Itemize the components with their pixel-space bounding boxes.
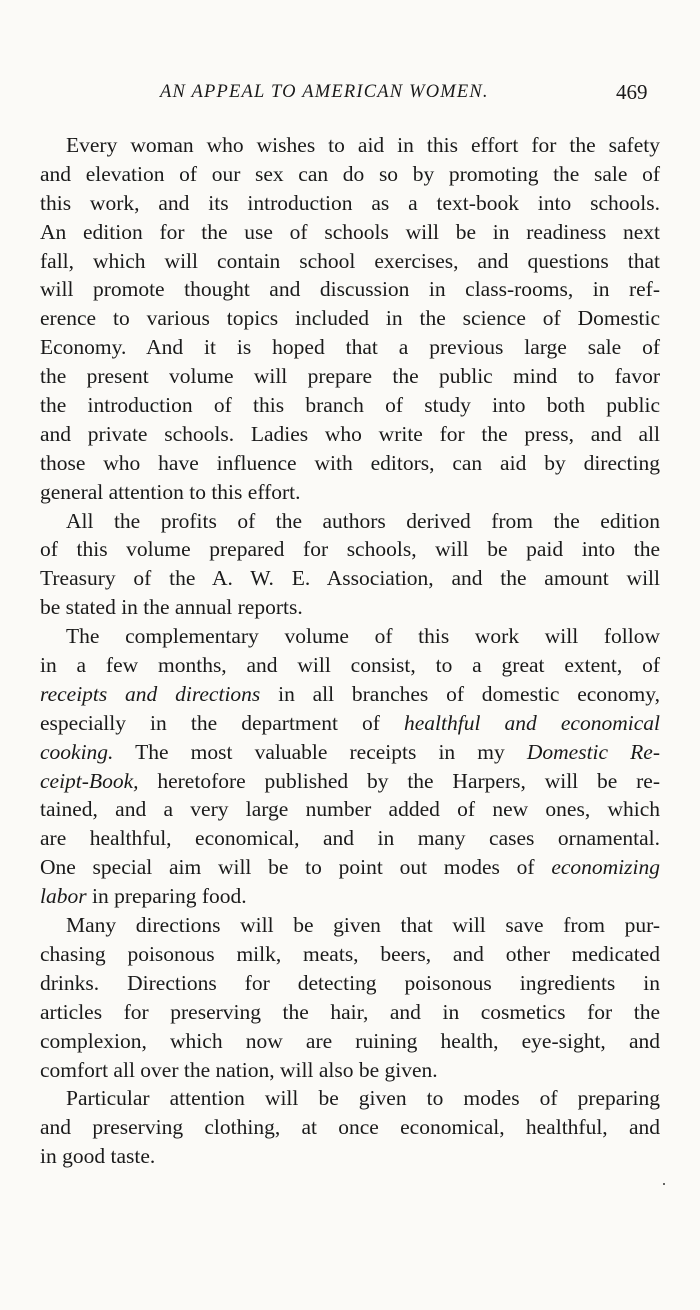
text-line [40,795,660,824]
text-line [40,998,660,1027]
text-line [40,1056,660,1085]
text-segment: Particular attention will be given to modes of preparing [66,1086,660,1111]
text-line [40,738,660,767]
text-segment: heretofore published by the Harpers, will be re- [138,768,660,793]
page-number: 469 [616,80,648,104]
text-segment: of this volume prepared for schools, will be paid into the [40,537,660,562]
italic-text: labor [40,884,87,909]
text-segment: tained, and a very large number added of new ones, which [40,797,660,822]
text-segment: will promote thought and discussion in class-rooms, in ref- [40,277,660,302]
text-line [40,709,660,738]
text-line [40,507,660,536]
text-line [40,275,660,304]
text-segment: An edition for the use of schools will be in readiness next [40,219,660,244]
text-segment: complexion, which now are ruining health, eye-sight, and [40,1028,660,1053]
text-line [40,362,660,391]
italic-text: ceipt-Book, [40,768,139,793]
text-segment: The complementary volume of this work will follow [66,624,660,649]
text-line [40,940,660,969]
text-segment: and elevation of our sex can do so by promoting the sale of [40,161,660,186]
text-line [40,651,660,680]
text-segment: One special aim will be to point out modes of [40,855,552,880]
text-line [40,1142,660,1171]
text-segment: be stated in the annual reports. [40,595,303,620]
text-line [40,767,660,796]
text-segment: articles for preserving the hair, and in cosmetics for the [40,999,660,1024]
text-segment: erence to various topics included in the science of Domestic [40,306,660,331]
text-line [40,131,660,160]
text-segment: All the profits of the authors derived from the edition [66,508,660,533]
text-line [40,304,660,333]
text-segment: general attention to this effort. [40,479,301,504]
text-segment: the introduction of this branch of study into both public [40,393,660,418]
text-line [40,1113,660,1142]
text-segment: in good taste. [40,1144,156,1169]
text-line [40,391,660,420]
text-segment: drinks. Directions for detecting poisonous ingredients in [40,970,660,995]
italic-text: cooking. [40,739,114,764]
text-line [40,911,660,940]
text-segment: especially in the department of [40,710,405,735]
text-line [40,160,660,189]
text-line [40,969,660,998]
text-line [40,247,660,276]
text-line [40,824,660,853]
text-line [40,218,660,247]
text-segment: those who have influence with editors, can aid by directing [40,450,660,475]
text-line [40,564,660,593]
text-line [40,535,660,564]
text-segment: Every woman who wishes to aid in this effort for the safety [66,133,660,157]
text-segment: comfort all over the nation, will also be given. [40,1057,438,1082]
body-text [40,131,660,1171]
text-segment: Many directions will be given that will save from pur- [66,913,660,938]
text-line [40,333,660,362]
text-line [40,853,660,882]
italic-text: economizing [551,855,660,880]
text-line [40,189,660,218]
text-line [40,478,660,507]
text-line [40,420,660,449]
text-line [40,449,660,478]
text-line [40,622,660,651]
text-line [40,1027,660,1056]
italic-text: Domestic Re- [526,739,660,764]
text-segment: chasing poisonous milk, meats, beers, and other medicated [40,941,660,966]
text-line [40,1084,660,1113]
text-segment: are healthful, economical, and in many cases ornamental. [40,826,660,851]
text-segment: this work, and its introduction as a text-book into schools. [40,190,660,215]
ink-speck [663,1183,665,1185]
text-segment: fall, which will contain school exercises, and questions that [40,248,660,273]
italic-text: receipts and directions [40,681,261,706]
running-title: AN APPEAL TO AMERICAN WOMEN. [160,82,489,102]
text-segment: in a few months, and will consist, to a great extent, of [40,653,660,678]
text-segment: in all branches of domestic economy, [260,681,661,706]
text-segment: the present volume will prepare the public mind to favor [40,364,660,389]
running-head [0,82,700,112]
text-line [40,680,660,709]
text-line [40,882,660,911]
text-segment: Treasury of the A. W. E. Association, and the amount will [40,566,660,591]
text-segment: and preserving clothing, at once economical, healthful, and [40,1115,660,1140]
text-segment: in preparing food. [86,884,247,909]
italic-text: healthful and economical [404,710,660,735]
text-segment: and private schools. Ladies who write for the press, and all [40,421,660,446]
text-segment: Economy. And it is hoped that a previous large sale of [40,335,660,360]
text-line [40,593,660,622]
text-segment: The most valuable receipts in my [113,739,527,764]
